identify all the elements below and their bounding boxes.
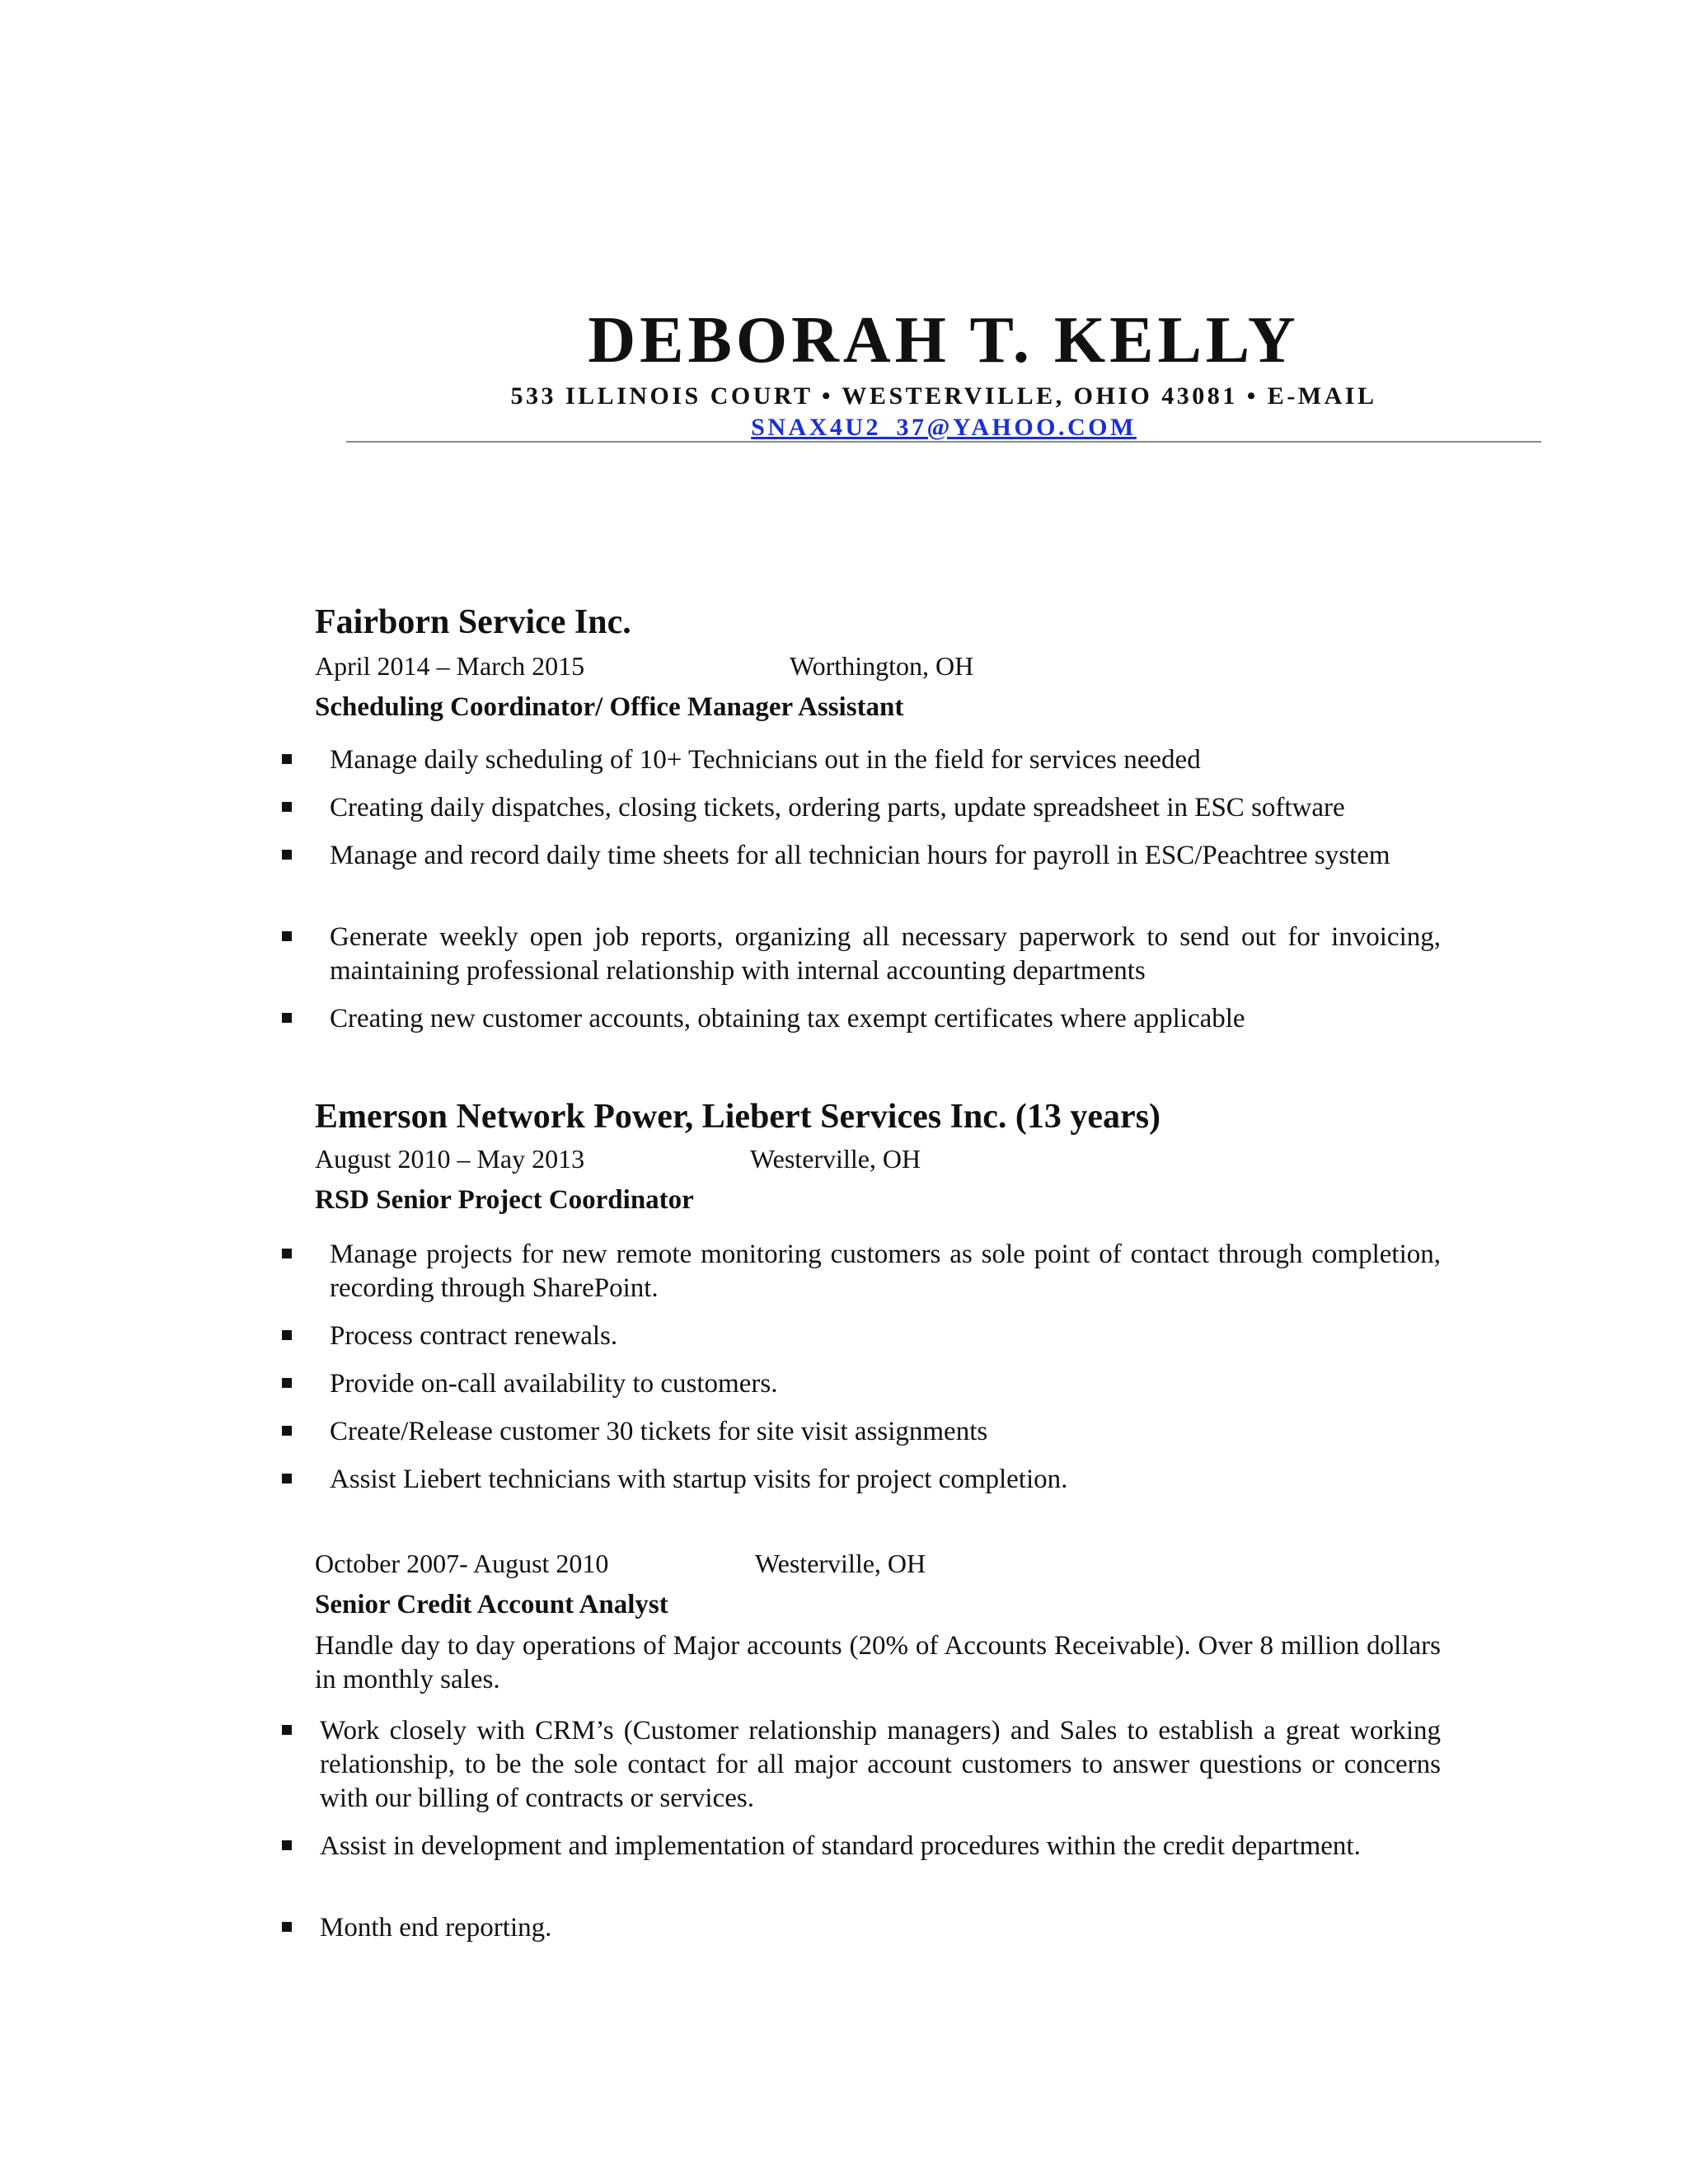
bullet-square-icon bbox=[282, 754, 292, 764]
contact-address: 533 ILLINOIS COURT • WESTERVILLE, OHIO 43081 • E-MAIL bbox=[510, 382, 1377, 410]
company-name: Fairborn Service Inc. bbox=[315, 603, 631, 641]
list-item: Provide on-call availability to customers. bbox=[330, 1367, 1441, 1401]
bullet-square-icon bbox=[282, 1330, 292, 1340]
job-title: Scheduling Coordinator/ Office Manager Assistant bbox=[315, 692, 904, 722]
bullet-square-icon bbox=[282, 1013, 292, 1023]
job-fairborn bbox=[315, 602, 1441, 724]
resume-header bbox=[346, 303, 1541, 443]
bullet-square-icon bbox=[282, 1249, 292, 1258]
job-meta bbox=[315, 1142, 1441, 1175]
job-location: Westerville, OH bbox=[755, 1549, 926, 1578]
bullet-square-icon bbox=[282, 1922, 292, 1932]
list-item: Process contract renewals. bbox=[330, 1319, 1441, 1353]
bullet-square-icon bbox=[282, 1426, 292, 1436]
bullet-square-icon bbox=[282, 931, 292, 941]
job-summary: Handle day to day operations of Major accounts (20% of Accounts Receivable). Over 8 million dollars in monthly sales. bbox=[315, 1631, 1441, 1694]
job-meta bbox=[315, 1547, 1441, 1580]
candidate-name: DEBORAH T. KELLY bbox=[588, 304, 1300, 377]
header-divider bbox=[346, 441, 1541, 443]
job-credit-analyst bbox=[315, 1547, 1441, 1697]
list-item: Generate weekly open job reports, organizing all necessary paperwork to send out for invoicing, maintaining professional relationship with internal accounting departments bbox=[330, 921, 1441, 988]
job-dates: October 2007- August 2010 bbox=[315, 1549, 609, 1578]
job-dates: August 2010 – May 2013 bbox=[315, 1144, 585, 1174]
job-location: Westerville, OH bbox=[750, 1144, 921, 1174]
list-item: Assist in development and implementation of standard procedures within the credit department. bbox=[320, 1830, 1441, 1863]
bullet-square-icon bbox=[282, 1474, 292, 1483]
list-item: Creating daily dispatches, closing tickets, ordering parts, update spreadsheet in ESC software bbox=[330, 791, 1441, 825]
bullet-square-icon bbox=[282, 1378, 292, 1388]
list-item: Creating new customer accounts, obtaining tax exempt certificates where applicable bbox=[330, 1002, 1441, 1036]
list-item: Create/Release customer 30 tickets for site visit assignments bbox=[330, 1415, 1441, 1449]
job-meta bbox=[315, 649, 1441, 682]
job-dates: April 2014 – March 2015 bbox=[315, 651, 585, 681]
list-item: Work closely with CRM’s (Customer relationship managers) and Sales to establish a great working relationship, to be the sole contact for all major account customers to answer questions or concerns with our billing of contracts or services. bbox=[320, 1714, 1441, 1816]
list-item: Manage projects for new remote monitoring customers as sole point of contact through completion, recording through SharePoint. bbox=[330, 1238, 1441, 1305]
list-item: Manage and record daily time sheets for all technician hours for payroll in ESC/Peachtree system bbox=[330, 839, 1441, 873]
bullet-square-icon bbox=[282, 1840, 292, 1850]
email-link[interactable]: SNAX4U2_37@YAHOO.COM bbox=[751, 414, 1137, 441]
bullet-square-icon bbox=[282, 850, 292, 860]
bullet-square-icon bbox=[282, 1725, 292, 1735]
list-item: Manage daily scheduling of 10+ Technicians out in the field for services needed bbox=[330, 743, 1441, 777]
job-title: Senior Credit Account Analyst bbox=[315, 1590, 668, 1619]
job-title: RSD Senior Project Coordinator bbox=[315, 1185, 694, 1215]
bullet-square-icon bbox=[282, 802, 292, 812]
list-item: Assist Liebert technicians with startup visits for project completion. bbox=[330, 1463, 1441, 1497]
list-item: Month end reporting. bbox=[320, 1911, 1441, 1945]
job-emerson bbox=[315, 1096, 1441, 1216]
company-name: Emerson Network Power, Liebert Services Inc. (13 years) bbox=[315, 1098, 1161, 1136]
job-location: Worthington, OH bbox=[790, 651, 974, 681]
